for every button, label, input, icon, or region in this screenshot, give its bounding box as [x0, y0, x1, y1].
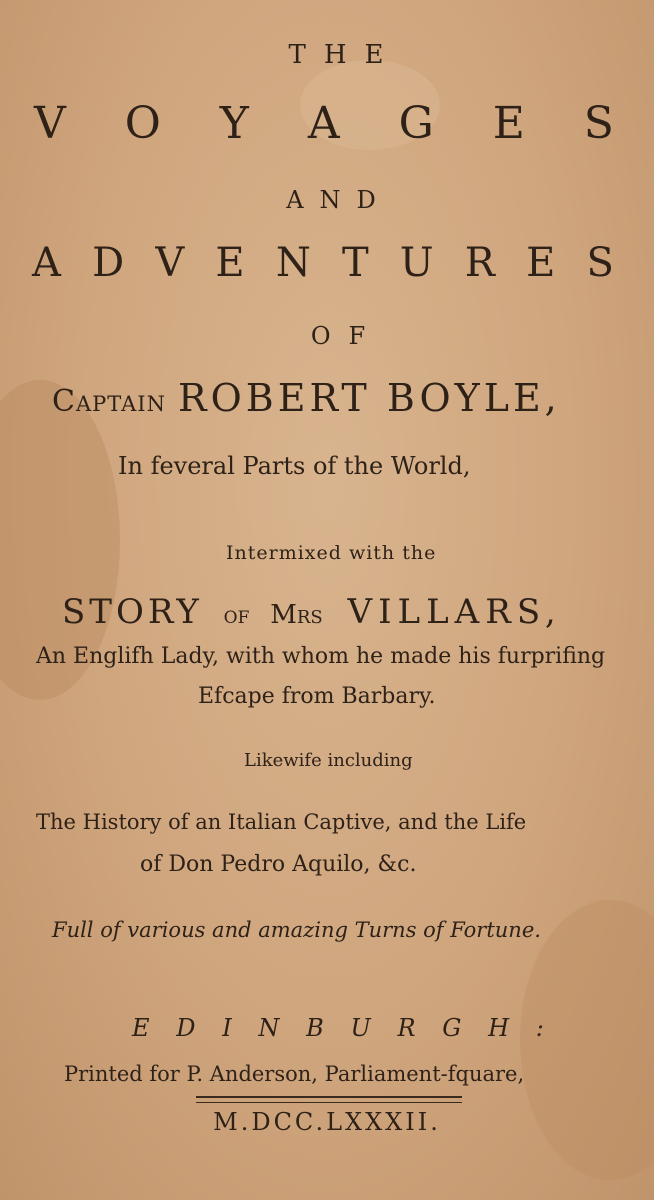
year-line: M.DCC.LXXXII. — [213, 1108, 441, 1136]
of-heading: OF — [310, 322, 384, 350]
story-mrs: Mrs — [270, 600, 323, 630]
city-line-letter: I — [222, 1014, 232, 1042]
escape-line: Efcape from Barbary. — [198, 684, 436, 709]
city-line-letter: H — [488, 1014, 510, 1042]
adventures-title-letter: A — [32, 240, 61, 286]
voyages-title-letter: A — [307, 98, 340, 149]
adventures-title-letter: S — [586, 240, 614, 286]
city-line-letter: G — [442, 1014, 462, 1042]
captain-label: Captain — [52, 384, 166, 419]
adventures-title-letter: V — [155, 240, 185, 286]
voyages-title — [0, 98, 654, 149]
city-line — [0, 1014, 654, 1042]
history-line: The History of an Italian Captive, and the Life — [36, 810, 527, 834]
city-line-letter: U — [350, 1014, 371, 1042]
voyages-title-letter: G — [398, 98, 434, 149]
adventures-title-letter: U — [399, 240, 434, 286]
captain-name: ROBERT BOYLE, — [178, 376, 561, 420]
voyages-title-letter: S — [583, 98, 614, 149]
city-line-letter: B — [306, 1014, 324, 1042]
city-line-letter: R — [397, 1014, 416, 1042]
voyages-title-letter: O — [124, 98, 161, 149]
city-line-letter: E — [132, 1014, 150, 1042]
adventures-title-letter: E — [526, 240, 556, 286]
rule-bottom — [196, 1102, 462, 1103]
and-heading: AND — [286, 186, 392, 214]
intermixed-line: Intermixed with the — [226, 542, 437, 564]
voyages-title-letter: V — [34, 98, 66, 149]
story-label: STORY — [62, 592, 203, 632]
adventures-title-letter: N — [275, 240, 311, 286]
the-heading: THE — [288, 40, 402, 70]
story-line — [0, 592, 654, 632]
adventures-title-letter: R — [464, 240, 495, 286]
likewise-line: Likewife including — [244, 750, 413, 771]
captain-line — [0, 376, 654, 420]
adventures-title-letter: D — [92, 240, 125, 286]
adventures-title-letter: T — [342, 240, 369, 286]
fortune-line: Full of various and amazing Turns of Fortune. — [52, 918, 541, 942]
story-of: of — [223, 601, 250, 629]
parts-line: In feveral Parts of the World, — [118, 452, 471, 480]
city-line-letter: : — [535, 1014, 544, 1042]
printed-line: Printed for P. Anderson, Parliament-fquare, — [64, 1062, 525, 1086]
adventures-title — [0, 240, 654, 286]
rule-top — [196, 1096, 462, 1098]
lady-line: An Englifh Lady, with whom he made his furprifing — [36, 644, 606, 669]
pedro-line: of Don Pedro Aquilo, &c. — [140, 852, 417, 877]
city-line-letter: N — [258, 1014, 280, 1042]
city-line-letter: D — [176, 1014, 196, 1042]
story-name: VILLARS, — [347, 592, 562, 632]
voyages-title-letter: E — [492, 98, 525, 149]
voyages-title-letter: Y — [219, 98, 249, 149]
adventures-title-letter: E — [215, 240, 245, 286]
